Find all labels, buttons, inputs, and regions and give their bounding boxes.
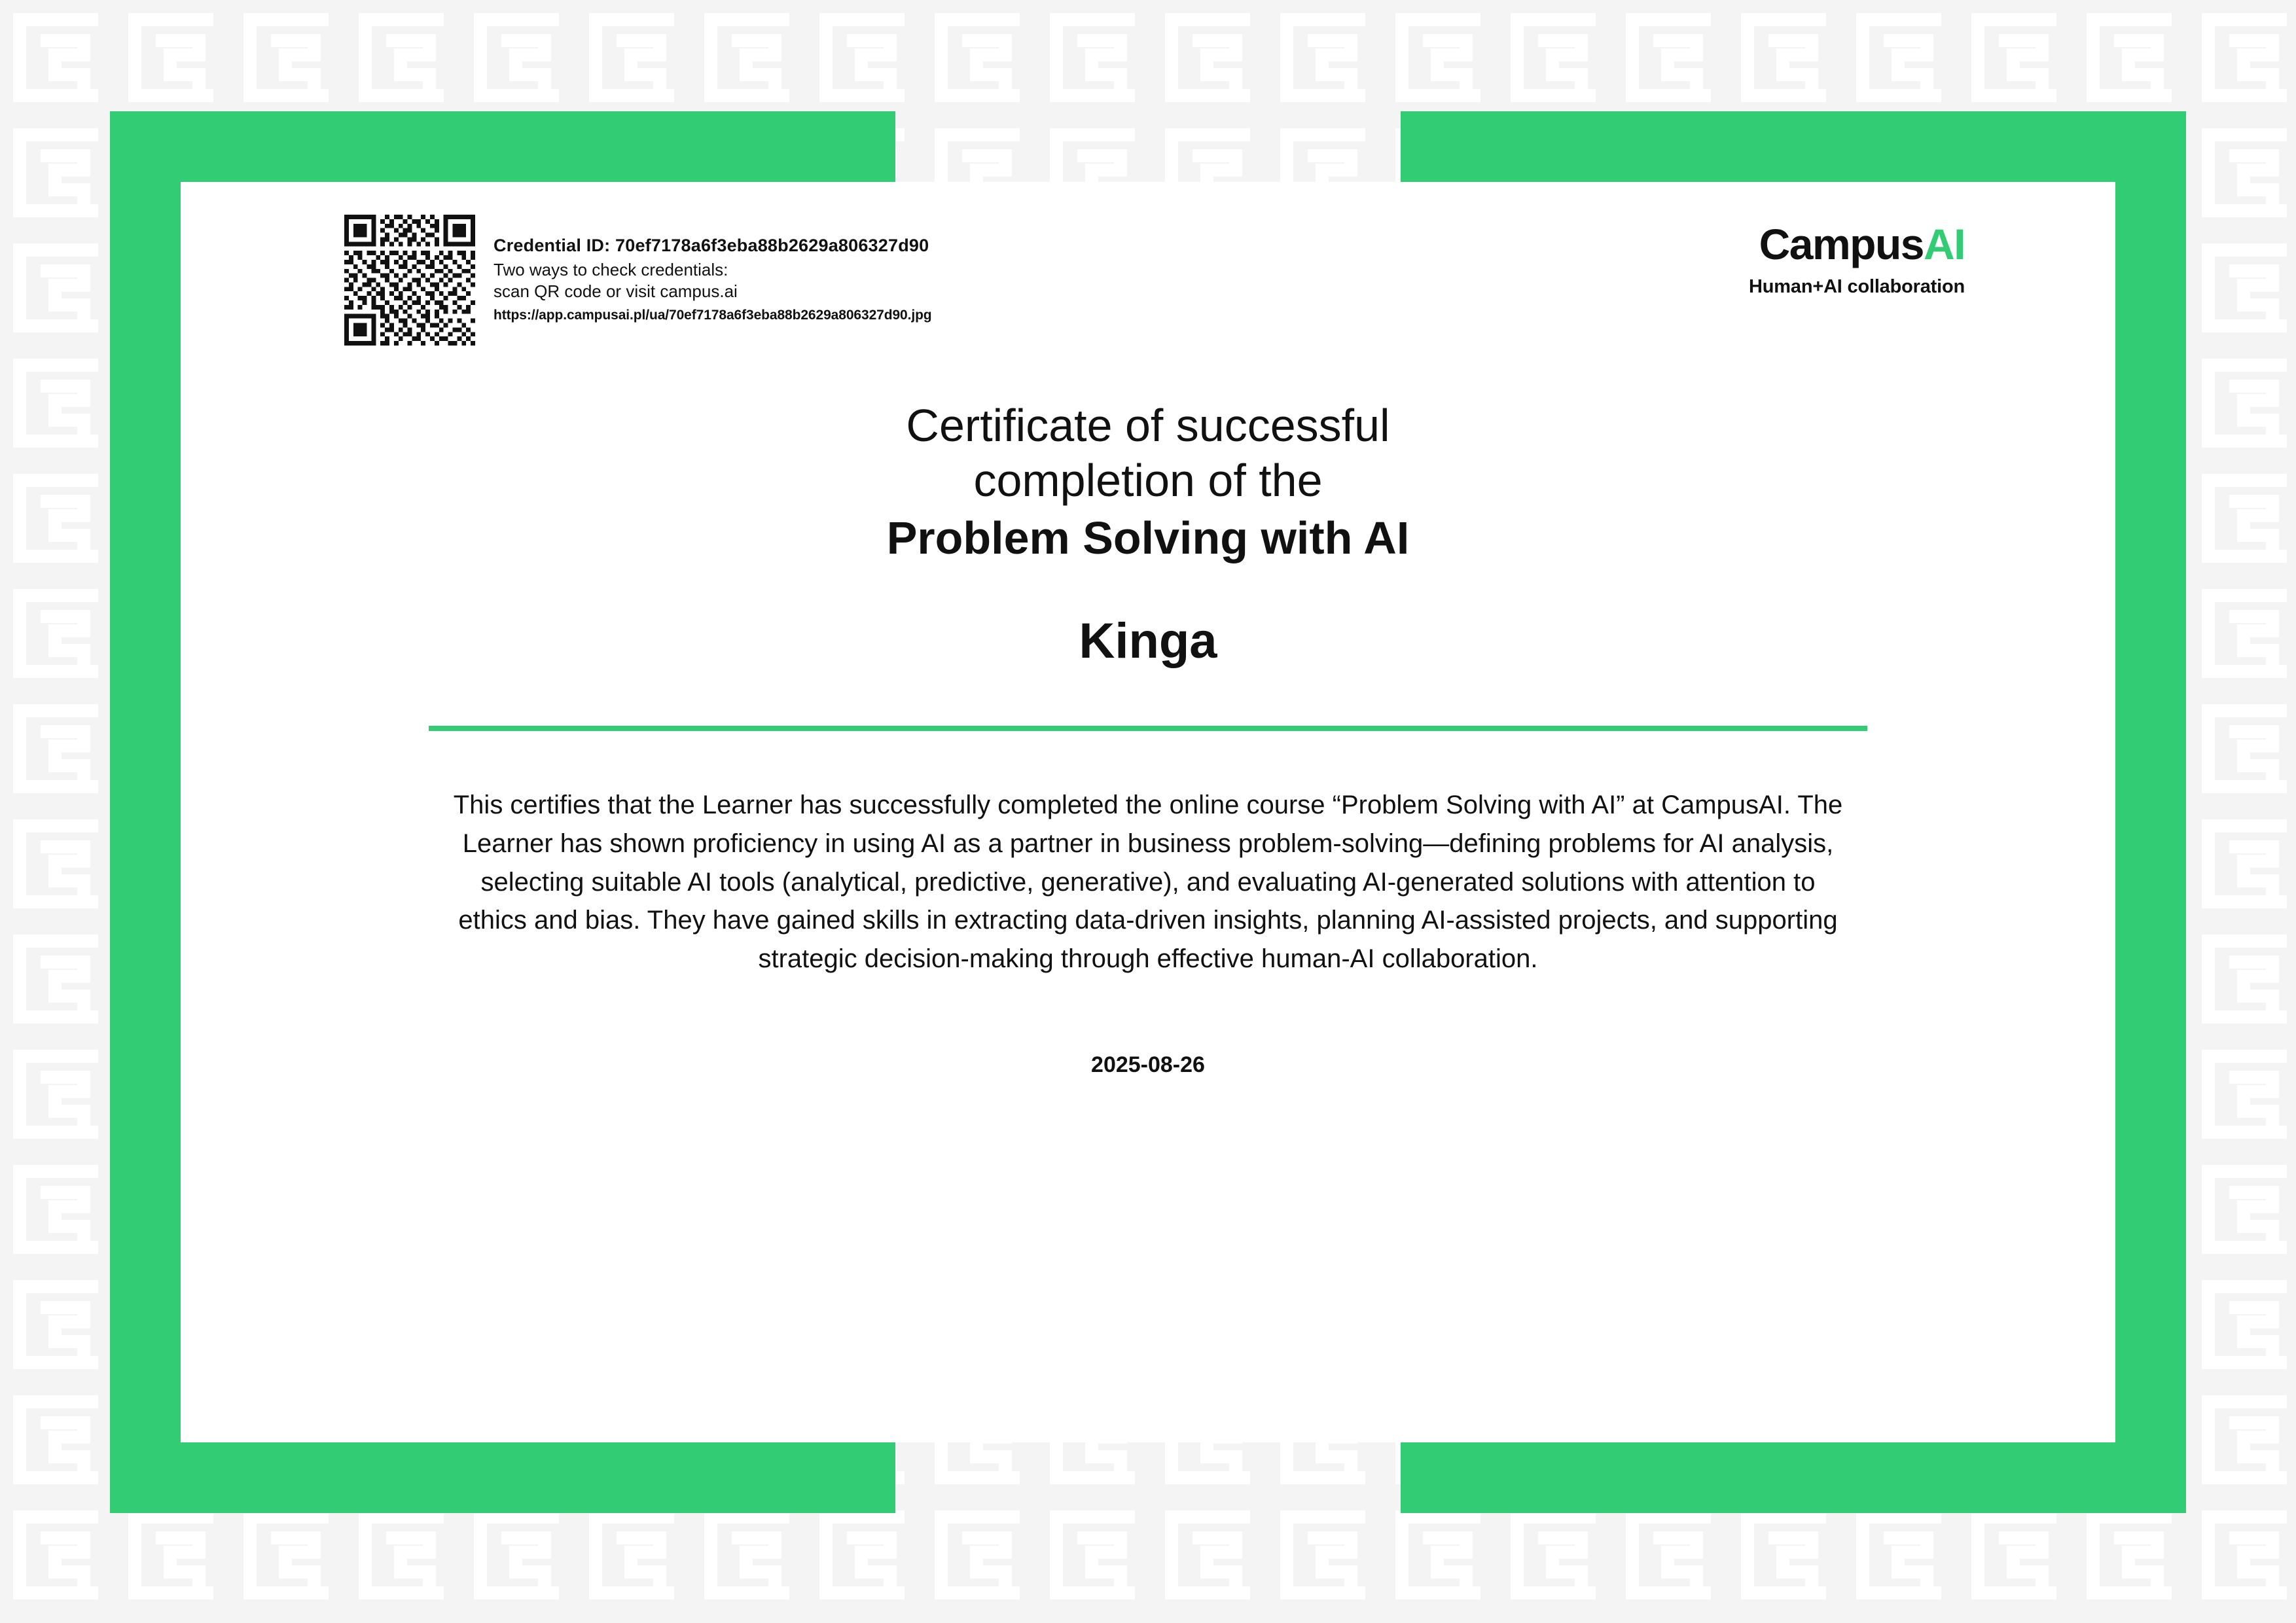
learner-name: Kinga	[1079, 613, 1217, 669]
frame-bar-left	[110, 111, 181, 1513]
brand-tagline: Human+AI collaboration	[1749, 276, 1965, 297]
credential-check-line-2: scan QR code or visit campus.ai	[493, 281, 738, 302]
certificate	[110, 111, 2186, 1513]
certificate-body	[181, 182, 2115, 1442]
credential-block	[344, 215, 932, 346]
credential-id-label: Credential ID:	[493, 236, 611, 255]
frame-bar-bottom-left	[110, 1442, 895, 1513]
certificate-main	[181, 398, 2115, 1077]
frame-bar-right	[2115, 111, 2186, 1513]
credential-check-line-1: Two ways to check credentials:	[493, 260, 728, 279]
certificate-title-line-1: Certificate of successful	[906, 400, 1390, 451]
brand-name	[1749, 220, 1965, 268]
frame-bar-top-left	[110, 111, 895, 182]
divider	[429, 726, 1867, 731]
certificate-header	[181, 182, 2115, 398]
certificate-title-line-2: completion of the	[973, 455, 1323, 506]
certificate-date: 2025-08-26	[1091, 1052, 1205, 1077]
certificate-description: This certifies that the Learner has successfully completed the online course “Problem Solving with AI” at CampusAI. The Learner has shown proficiency in using AI as a partner in business problem-solving—defining problems for AI analysis, selecting suitable AI tools (analytical, predictive, generative), and evaluating AI-generated solutions with attention to ethics and bias. They have gained skills in extracting data-driven insights, planning AI-assisted projects, and supporting strategic decision-making through effective human-AI collaboration.	[453, 791, 1843, 974]
credential-id-line	[493, 236, 932, 256]
brand-name-ai: AI	[1924, 220, 1965, 268]
course-name: Problem Solving with AI	[886, 512, 1410, 563]
brand-logo	[1749, 220, 1965, 298]
qr-code-icon[interactable]	[344, 215, 475, 346]
credential-id-value: 70ef7178a6f3eba88b2629a806327d90	[615, 236, 929, 255]
credential-text	[493, 215, 932, 323]
credential-url[interactable]: https://app.campusai.pl/ua/70ef7178a6f3eba88b2629a806327d90.jpg	[493, 307, 932, 323]
brand-name-campus: Campus	[1759, 220, 1924, 268]
certificate-title	[181, 398, 2115, 565]
frame-bar-bottom-right	[1401, 1442, 2186, 1513]
frame-bar-top-right	[1401, 111, 2186, 182]
